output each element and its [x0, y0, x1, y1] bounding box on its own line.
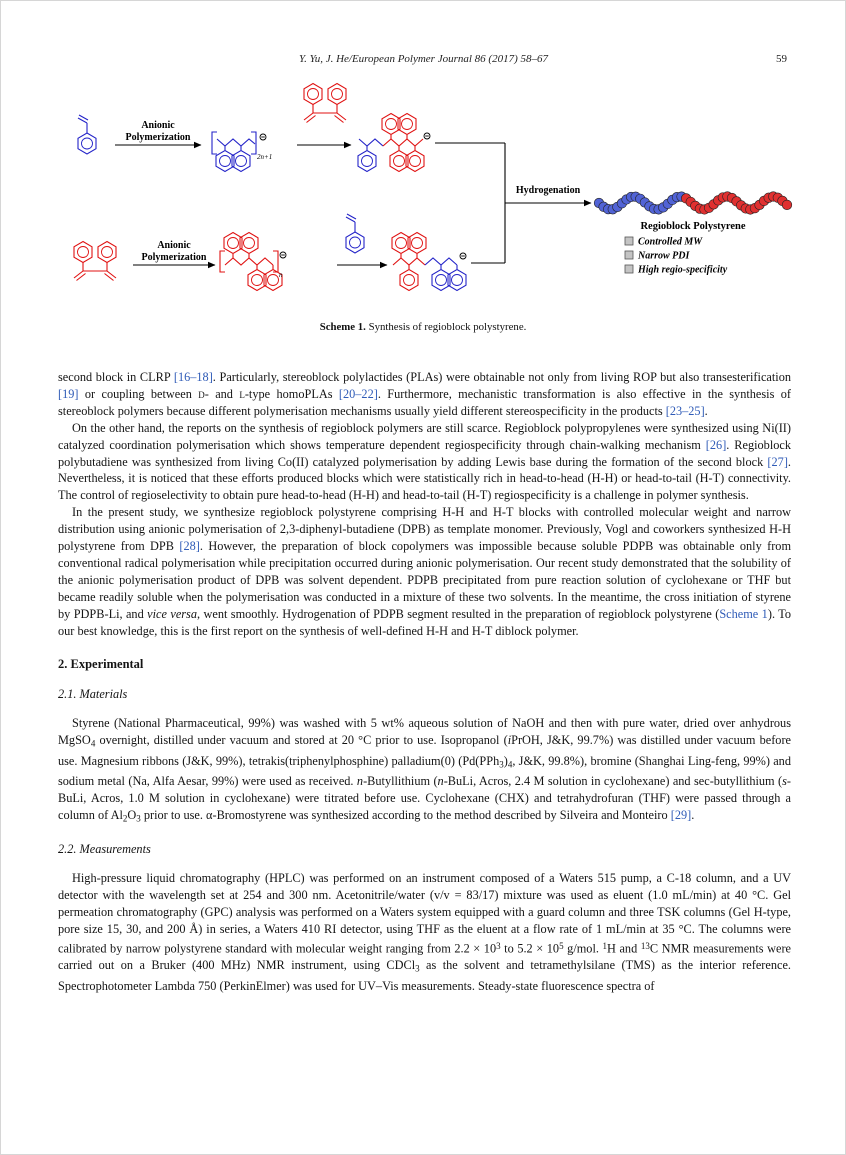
- text-segment: or coupling between: [78, 386, 199, 401]
- paragraph-intro-3: [58, 504, 791, 639]
- text-segment: d: [198, 386, 205, 401]
- text-segment: as the solvent and tetramethylsilane (TMS) as the interior reference. Spectrophotometer Lambda 750 (PerkinElmer) was used for UV–Vis measurements. Steady-state fluorescence spectra of: [58, 958, 791, 993]
- legend-item-controlled-mw: Controlled MW: [638, 236, 703, 248]
- citation-link[interactable]: Scheme 1: [719, 606, 768, 621]
- text-segment: O: [127, 807, 137, 822]
- text-segment: C NMR measurements were carried out on a Bruker (400 MHz) NMR instrument, using CDCl: [58, 941, 791, 973]
- scheme-caption-label: Scheme 1.: [319, 321, 366, 333]
- text-segment: .: [704, 403, 708, 418]
- text-segment: . Particularly, stereoblock polylactides (PLAs) were obtainable not only from living ROP but also transesterification: [212, 370, 791, 384]
- text-segment: . Furthermore, mechanistic transformation is also effective in the synthesis of stereoblock polymers because different polymerisation mechanisms usually yield different stereospecificity in the products: [58, 386, 791, 418]
- hydrogenation-arrow: [435, 143, 591, 263]
- paragraph-intro-1: [58, 369, 791, 420]
- text-segment: 2: [122, 813, 128, 824]
- text-segment: 5: [559, 940, 564, 951]
- text-segment: High-pressure liquid chromatography (HPLC) was performed on an instrument composed of a Waters 515 pump, a C-18 column, and a UV detector with the wavelength set at 254 and 300 nm. Acetonitrile/water (v/v = 83/17) mixture was used as eluent (1.0 mL/min) at 40 °C. Gel permeation chromatography (GPC) analysis was performed on a Waters system equipped with a guard column and three TSK columns (Gel H-type, pore size 15, 30, and 200 Å) in series, a Waters 410 RI detector, using THF as the eluent at a flow rate of 1 mL/min at 35 °C. The columns were calibrated by narrow polystyrene standard with molecular weight ranging from 2.2 × 10: [58, 871, 791, 956]
- product-label: Regioblock Polystyrene: [640, 221, 746, 232]
- text-segment: , went smoothly. Hydrogenation of PDPB segment resulted in the preparation of regioblock polystyrene (: [197, 606, 720, 621]
- scheme-figure: [1, 79, 845, 333]
- text-segment: -BuLi, Acros, 2.4 M solution in cyclohexane) and sec-butyllithium (: [443, 774, 783, 789]
- text-segment: 3: [499, 759, 504, 770]
- text-segment: .: [691, 807, 695, 822]
- paragraph-measurements: [58, 870, 791, 994]
- citation-link[interactable]: [26]: [705, 437, 727, 452]
- text-segment: -Butyllithium (: [363, 774, 438, 789]
- text-segment: On the other hand, the reports on the synthesis of regioblock polymers are still scarce. Regioblock polypropylenes were synthesized using Ni(II) catalyzed coordination polymerisation which shows temperature dependent regiospecificity through chain-walking mechanism: [58, 420, 791, 452]
- text-segment: . Regioblock polybutadiene was synthesized from living Co(II) catalyzed polymerisation by adding Lewis base during the formation of the second block: [58, 437, 792, 469]
- legend-box-icon: [625, 251, 633, 259]
- text-segment: overnight, distilled under vacuum and stored at 20 °C prior to use. Isopropanol (: [95, 733, 508, 748]
- text-segment: , J&K, 99.8%), bromine (Shanghai Ling-feng, 99%) and sodium metal (Na, Alfa Aesar, 99%) were used as received.: [58, 753, 791, 789]
- block-product-bottom: [392, 233, 466, 291]
- text-segment: H and: [607, 941, 641, 956]
- subsection-heading-measurements: 2.2. Measurements: [58, 842, 151, 857]
- text-segment: s: [782, 774, 787, 789]
- text-segment: 4: [90, 738, 96, 749]
- pdpb-living-chain: [220, 233, 286, 291]
- citation-link[interactable]: [20–22]: [338, 386, 378, 401]
- text-segment: l: [239, 386, 245, 401]
- pdpb-chain-subscript: n: [279, 271, 283, 279]
- paragraph-intro-2: [58, 420, 791, 505]
- anionic-label-bottom-1: Anionic: [157, 240, 191, 251]
- citation-link[interactable]: [23–25]: [665, 403, 705, 418]
- text-segment: n: [356, 774, 364, 789]
- dpb-monomer-bottom: [74, 242, 116, 281]
- text-segment: 3: [415, 963, 420, 974]
- ps-chain-subscript: 2n+1: [257, 153, 273, 161]
- scheme-caption-text: Synthesis of regioblock polystyrene.: [365, 321, 527, 333]
- text-segment: ). To our best knowledge, this is the first report on the synthesis of well-defined H-H and H-T diblock polymer.: [58, 606, 792, 638]
- regioblock-bead-chain: [594, 192, 792, 215]
- text-segment: 3: [496, 940, 501, 951]
- text-segment: -BuLi, Acros, 1.0 M solution in cyclohexane) were titrated before use. Cyclohexane (CHX) and tetrahydrofuran (THF) were passed through a column of Al: [58, 774, 792, 822]
- legend-item-narrow-pdi: Narrow PDI: [638, 250, 690, 262]
- section-heading-experimental: 2. Experimental: [58, 656, 144, 671]
- text-segment: In the present study, we synthesize regioblock polystyrene comprising H-H and H-T blocks with controlled molecular weight and narrow distribution using anionic polymerisation of 2,3-diphenyl-butadiene (DPB) as template monomer. Previously, Vogl and coworkers synthesized H-H polystyrene from DPB: [58, 505, 791, 554]
- dpb-monomer-top: [304, 84, 346, 123]
- paragraph-materials: [58, 715, 791, 827]
- text-segment: ): [503, 753, 508, 768]
- anionic-arrow-top: [115, 120, 201, 145]
- text-segment: 3: [136, 813, 141, 824]
- citation-link[interactable]: [16–18]: [173, 370, 213, 384]
- styrene-monomer-bottom: [346, 214, 364, 253]
- text-segment: g/mol.: [563, 941, 603, 956]
- legend-item-regio-specificity: High regio-specificity: [638, 264, 728, 276]
- text-segment: 4: [507, 759, 513, 770]
- anionic-label-top-2: Polymerization: [125, 132, 191, 143]
- running-head: Y. Yu, J. He/European Polymer Journal 86 (2017) 58–67: [298, 53, 548, 65]
- text-segment: - and: [204, 386, 240, 401]
- text-segment: i: [507, 733, 512, 748]
- citation-link[interactable]: [29]: [670, 807, 692, 822]
- block-product-top: [358, 114, 430, 172]
- text-segment: second block in CLRP: [58, 370, 174, 384]
- article-body: [58, 369, 791, 995]
- text-segment: PrOH, J&K, 99.7%) was distilled under vacuum before use. Magnesium ribbons (J&K, 99%), tetrakis(triphenylphosphine) palladium(0) (Pd(PPh: [58, 733, 791, 768]
- legend-box-icon: [625, 237, 633, 245]
- page-number: 59: [776, 53, 787, 65]
- anionic-label-bottom-2: Polymerization: [141, 252, 207, 263]
- text-segment: vice versa: [147, 606, 197, 621]
- text-segment: 13: [640, 940, 650, 951]
- anionic-label-top-1: Anionic: [141, 120, 175, 131]
- citation-link[interactable]: [28]: [179, 539, 200, 554]
- text-segment: prior to use. α-Bromostyrene was synthesized according to the method described by Silveira and Monteiro: [140, 807, 671, 822]
- scheme-legend: [625, 237, 728, 276]
- text-segment: Styrene (National Pharmaceutical, 99%) was washed with 5 wt% aqueous solution of NaOH and then with pure water, dried over anhydrous MgSO: [58, 716, 791, 748]
- hydrogenation-label: Hydrogenation: [515, 185, 581, 196]
- text-segment: to 5.2 × 10: [500, 941, 560, 956]
- styrene-monomer-top: [78, 115, 96, 154]
- subsection-heading-materials: 2.1. Materials: [58, 687, 128, 702]
- citation-link[interactable]: [19]: [58, 386, 79, 401]
- text-segment: n: [437, 774, 444, 789]
- page-header: [58, 53, 789, 65]
- text-segment: . However, the preparation of block copolymers was impossible because soluble PDPB was obtainable only from conventional radical polymerisation while precipitation occurred during anionic polymerisation. Our recent study demonstrated that the solubility of the anionic polymerisation product of DPB was solvent dependent. PDPB precipitated from pure reaction solution of cyclohexane or THF but became readily soluble when the polymerisation was conducted in a mixture of these two solvents. In the meantime, the cross initiation of styrene by PDPB-Li, and: [58, 539, 792, 621]
- scheme-drawing: [53, 79, 793, 309]
- text-segment: . Nevertheless, it is noticed that these efforts produced blocks which were statistically rich in head-to-head (H-H) or head-to-tail (H-T) connectivity. The control of regioselectivity to obtain pure head-to-head (H-H) and head-to-tail (H-T) regiospecificity is a challenge in polymer synthesis.: [58, 454, 791, 503]
- citation-link[interactable]: [27]: [767, 454, 788, 469]
- legend-box-icon: [625, 265, 633, 273]
- scheme-caption: [1, 321, 845, 333]
- polystyryl-living-chain: [212, 132, 272, 172]
- anionic-arrow-bottom: [133, 240, 215, 265]
- text-segment: 1: [602, 940, 608, 951]
- red-bead: [782, 200, 792, 210]
- text-segment: -type homoPLAs: [244, 386, 339, 401]
